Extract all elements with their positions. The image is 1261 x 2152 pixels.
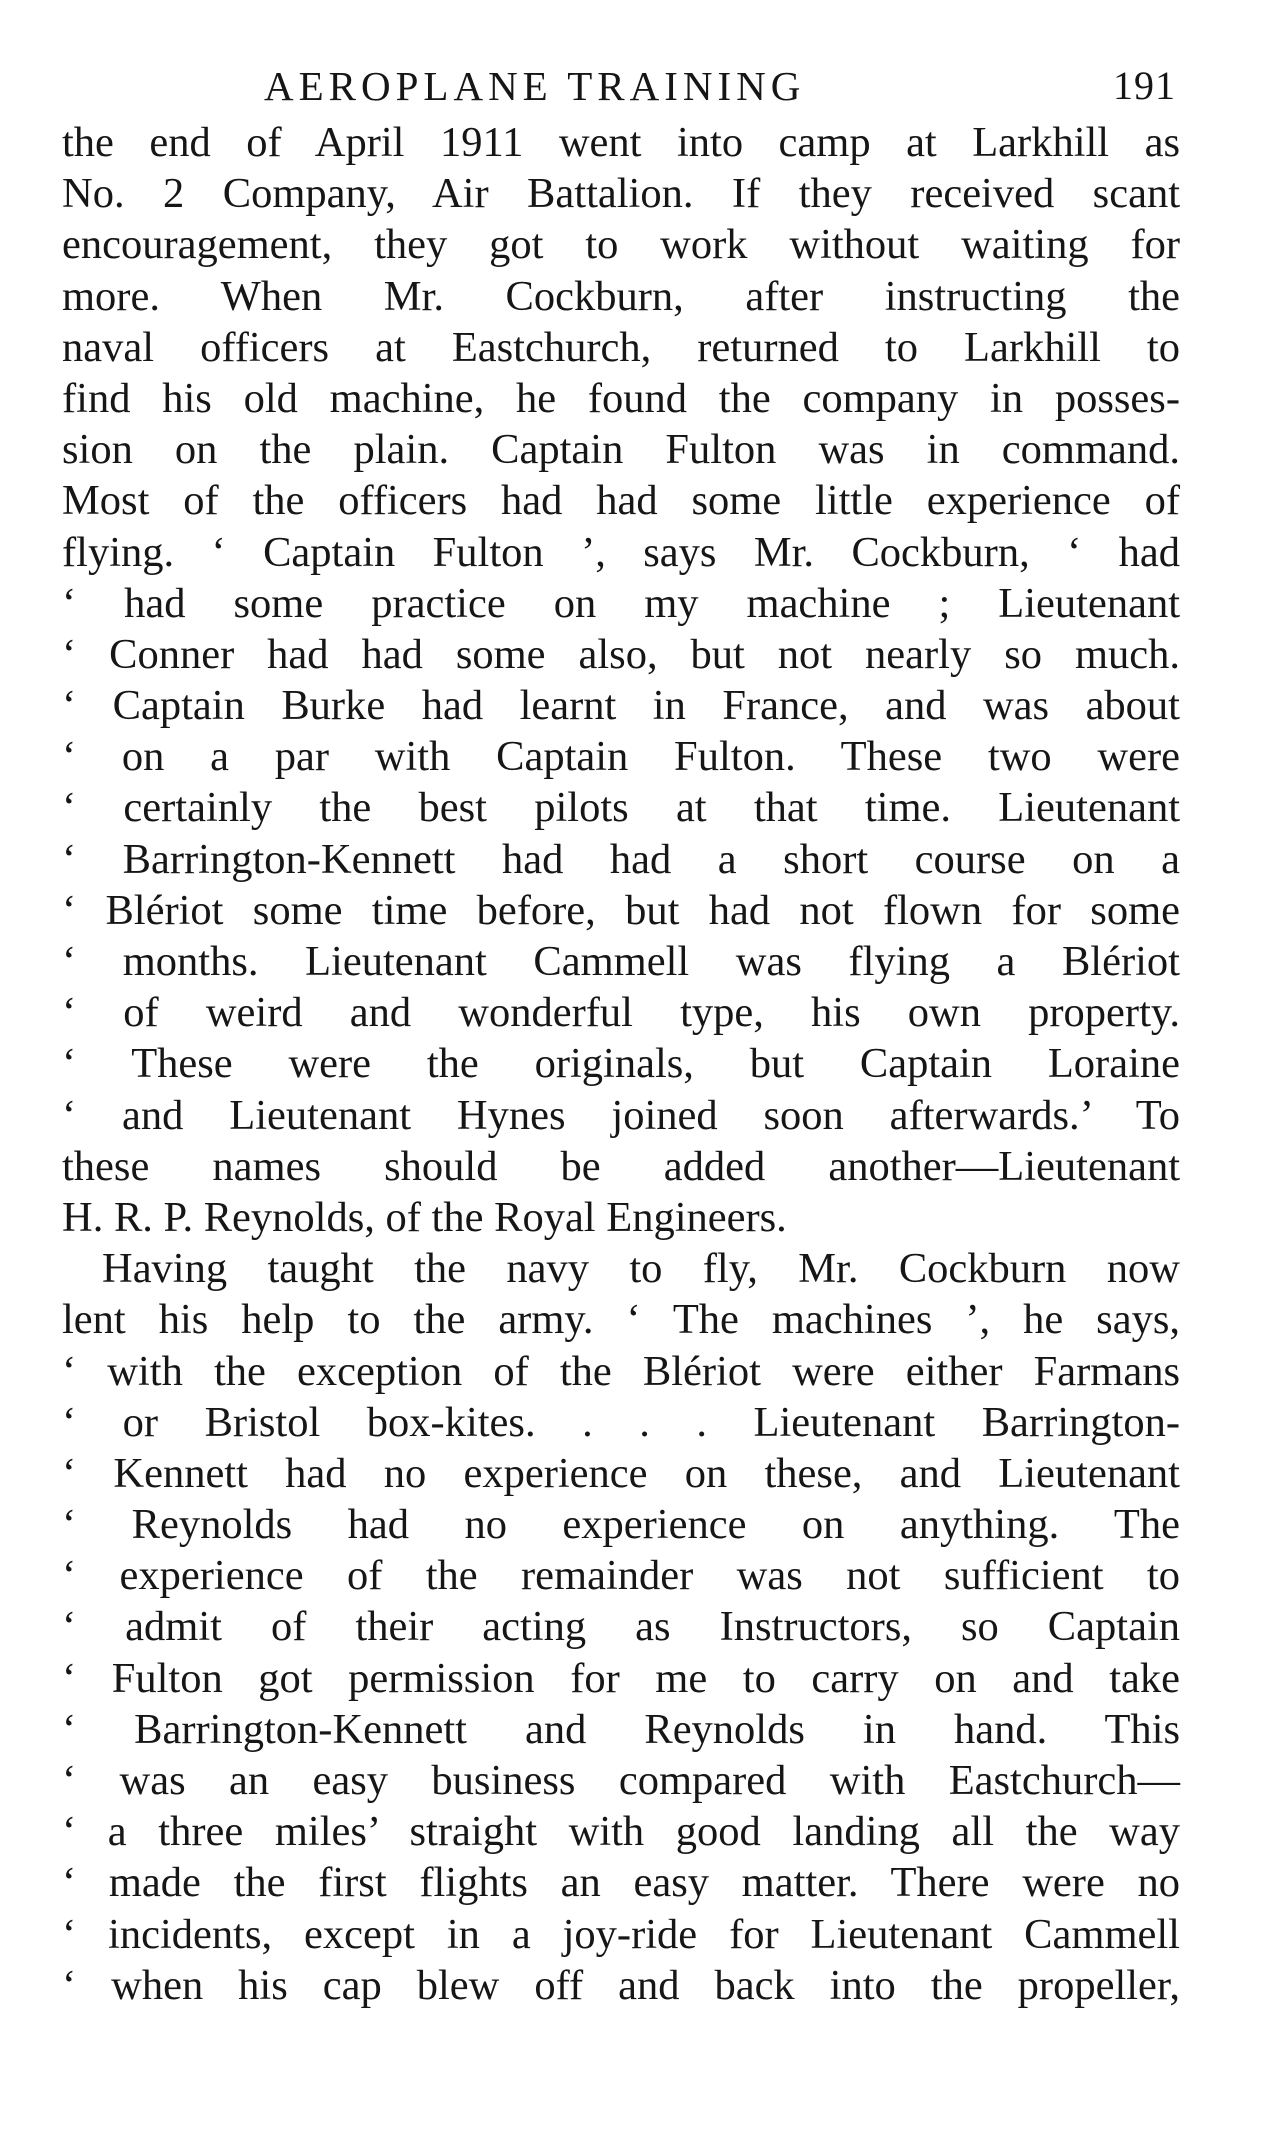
text-line: ‘ made the first flights an easy matter. There were no <box>62 1859 1180 1907</box>
text-line: No. 2 Company, Air Battalion. If they received scant <box>62 170 1180 218</box>
text-line: ‘ and Lieutenant Hynes joined soon afterwards.’ To <box>62 1091 1180 1139</box>
paragraph-1 <box>62 117 1180 1243</box>
text-line: ‘ when his cap blew off and back into the propeller, <box>62 1961 1180 2009</box>
text-line: these names should be added another—Lieutenant <box>62 1142 1180 1190</box>
text-line: the end of April 1911 went into camp at Larkhill as <box>62 119 1180 166</box>
text-line: encouragement, they got to work without waiting for <box>62 221 1180 269</box>
page-number: 191 <box>1113 63 1176 108</box>
text-line: ‘ with the exception of the Blériot were either Farmans <box>62 1347 1180 1395</box>
book-page <box>62 55 1180 2011</box>
text-line: find his old machine, he found the company in posses- <box>62 374 1180 422</box>
text-line: ‘ admit of their acting as Instructors, so Captain <box>62 1603 1180 1651</box>
body-text <box>62 117 1180 2011</box>
text-line: ‘ Blériot some time before, but had not flown for some <box>62 886 1180 934</box>
text-line: Having taught the navy to fly, Mr. Cockburn now <box>102 1245 1180 1293</box>
text-line: ‘ a three miles’ straight with good landing all the way <box>62 1808 1180 1856</box>
text-line: lent his help to the army. ‘ The machines ’, he says, <box>62 1296 1180 1344</box>
text-line: flying. ‘ Captain Fulton ’, says Mr. Cockburn, ‘ had <box>62 528 1180 576</box>
text-line: ‘ Barrington-Kennett and Reynolds in hand. This <box>62 1705 1180 1753</box>
text-line: ‘ Reynolds had no experience on anything. The <box>62 1501 1180 1549</box>
text-line: ‘ certainly the best pilots at that time. Lieutenant <box>62 784 1180 832</box>
text-line: naval officers at Eastchurch, returned to Larkhill to <box>62 323 1180 371</box>
text-line: H. R. P. Reynolds, of the Royal Engineers. <box>62 1193 787 1241</box>
text-line: ‘ had some practice on my machine ; Lieutenant <box>62 579 1180 627</box>
text-line: ‘ Kennett had no experience on these, and Lieutenant <box>62 1449 1180 1497</box>
text-line: ‘ was an easy business compared with Eastchurch— <box>62 1757 1180 1804</box>
text-line: ‘ Fulton got permission for me to carry on and take <box>62 1654 1180 1702</box>
text-line: ‘ incidents, except in a joy-ride for Lieutenant Cammell <box>62 1910 1180 1958</box>
chapter-title: AEROPLANE TRAINING <box>264 63 806 109</box>
text-line: ‘ or Bristol box-kites. . . . Lieutenant Barrington- <box>62 1398 1180 1446</box>
text-line: ‘ experience of the remainder was not sufficient to <box>62 1552 1180 1600</box>
text-line: Most of the officers had had some little experience of <box>62 477 1180 525</box>
text-line: ‘ These were the originals, but Captain Loraine <box>62 1040 1180 1088</box>
text-line: ‘ on a par with Captain Fulton. These two were <box>62 733 1180 781</box>
text-line: more. When Mr. Cockburn, after instructing the <box>62 272 1180 320</box>
text-line: ‘ Conner had had some also, but not nearly so much. <box>62 630 1180 678</box>
text-line: sion on the plain. Captain Fulton was in command. <box>62 426 1180 474</box>
text-line: ‘ Captain Burke had learnt in France, and was about <box>62 682 1180 730</box>
text-line: ‘ Barrington-Kennett had had a short course on a <box>62 835 1180 883</box>
running-head <box>62 55 1180 117</box>
paragraph-2 <box>62 1243 1180 2011</box>
text-line: ‘ months. Lieutenant Cammell was flying a Blériot <box>62 938 1180 985</box>
text-line: ‘ of weird and wonderful type, his own property. <box>62 989 1180 1037</box>
